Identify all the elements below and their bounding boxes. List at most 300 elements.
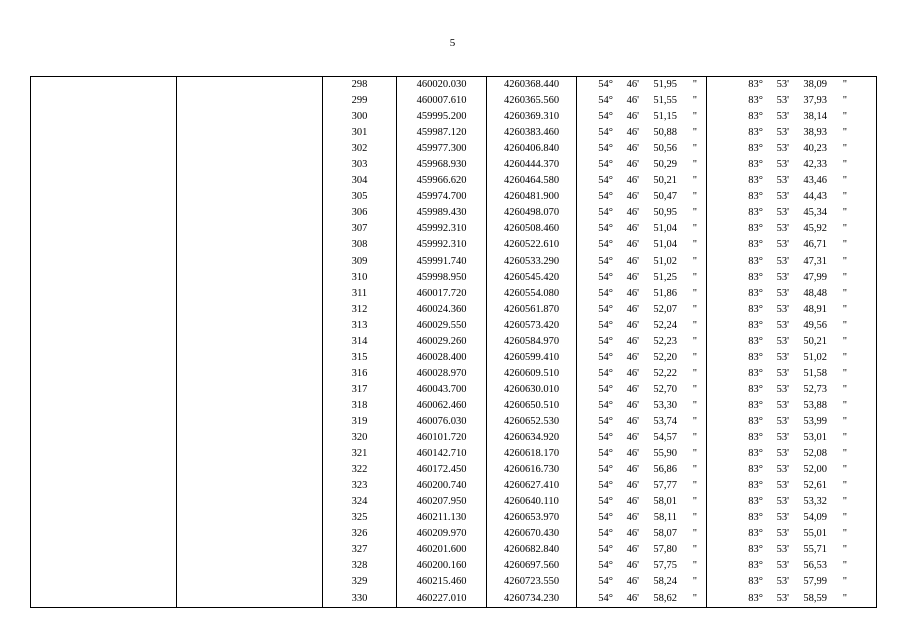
latitude-cell bbox=[577, 591, 707, 608]
degree-symbol: ° bbox=[758, 480, 763, 492]
table-row bbox=[31, 478, 877, 494]
point-number-cell: 314 bbox=[323, 334, 397, 350]
longitude-dms bbox=[707, 591, 876, 607]
minutes-value: 46 bbox=[626, 496, 638, 508]
latitude-dms bbox=[577, 558, 706, 574]
minute-symbol: ' bbox=[787, 223, 789, 235]
latitude-dms bbox=[577, 141, 706, 157]
latitude-dms bbox=[577, 334, 706, 350]
longitude-dms bbox=[707, 462, 876, 478]
table-row bbox=[31, 141, 877, 157]
degree-symbol: ° bbox=[608, 464, 613, 476]
y-coordinate-cell: 4260670.430 bbox=[487, 526, 577, 542]
empty-cell bbox=[177, 302, 323, 318]
minute-symbol: ' bbox=[637, 127, 639, 139]
second-symbol: " bbox=[842, 432, 847, 444]
degrees-value: 54 bbox=[598, 351, 609, 363]
minute-symbol: ' bbox=[637, 367, 639, 379]
minutes-value: 46 bbox=[626, 111, 638, 123]
degrees-value: 83 bbox=[748, 383, 759, 395]
minutes-value: 46 bbox=[626, 512, 638, 524]
latitude-seconds: 58,62 bbox=[653, 592, 677, 604]
longitude-cell bbox=[707, 237, 877, 253]
minutes-value: 53 bbox=[776, 416, 788, 427]
degree-symbol: ° bbox=[758, 303, 763, 315]
longitude-seconds: 58,59 bbox=[803, 592, 827, 604]
longitude-cell bbox=[707, 542, 877, 558]
degree-symbol: ° bbox=[758, 223, 763, 235]
minute-symbol: ' bbox=[637, 111, 639, 123]
x-coordinate-cell: 460142.710 bbox=[397, 446, 487, 462]
second-symbol: " bbox=[842, 448, 847, 460]
longitude-minutes bbox=[763, 494, 789, 510]
latitude-minutes bbox=[613, 254, 639, 270]
longitude-seconds: 37,93 bbox=[803, 95, 827, 107]
latitude-degrees bbox=[577, 350, 613, 366]
longitude-degrees bbox=[707, 526, 763, 542]
degree-symbol: ° bbox=[758, 448, 763, 460]
point-number-cell: 312 bbox=[323, 302, 397, 318]
degree-symbol: ° bbox=[608, 544, 613, 556]
longitude-minutes bbox=[763, 542, 789, 558]
y-coordinate-cell: 4260444.370 bbox=[487, 157, 577, 173]
minutes-value: 46 bbox=[626, 79, 638, 91]
longitude-seconds: 50,21 bbox=[803, 335, 827, 347]
minutes-value: 46 bbox=[626, 287, 638, 299]
minute-symbol: ' bbox=[637, 191, 639, 203]
second-symbol: " bbox=[692, 207, 697, 219]
second-symbol: " bbox=[842, 383, 847, 395]
point-number-cell: 313 bbox=[323, 318, 397, 334]
minute-symbol: ' bbox=[637, 303, 639, 315]
x-coordinate-cell: 460062.460 bbox=[397, 398, 487, 414]
x-coordinate-cell: 459987.120 bbox=[397, 125, 487, 141]
longitude-minutes bbox=[763, 591, 789, 607]
latitude-cell bbox=[577, 350, 707, 366]
latitude-dms bbox=[577, 157, 706, 173]
second-symbol: " bbox=[842, 480, 847, 492]
degree-symbol: ° bbox=[608, 576, 613, 588]
latitude-cell bbox=[577, 254, 707, 270]
longitude-degrees bbox=[707, 77, 763, 93]
longitude-dms bbox=[707, 157, 876, 173]
latitude-cell bbox=[577, 462, 707, 478]
longitude-degrees bbox=[707, 462, 763, 478]
x-coordinate-cell: 460207.950 bbox=[397, 494, 487, 510]
minute-symbol: ' bbox=[787, 496, 789, 508]
y-coordinate-cell: 4260723.550 bbox=[487, 574, 577, 590]
minute-symbol: ' bbox=[787, 319, 789, 331]
degrees-value: 83 bbox=[748, 207, 759, 219]
degree-symbol: ° bbox=[758, 175, 763, 187]
latitude-degrees bbox=[577, 141, 613, 157]
minute-symbol: ' bbox=[637, 592, 639, 604]
latitude-seconds: 52,20 bbox=[653, 351, 677, 363]
second-symbol: " bbox=[692, 271, 697, 283]
longitude-seconds: 51,58 bbox=[803, 367, 827, 379]
longitude-cell bbox=[707, 414, 877, 430]
coordinates-table bbox=[30, 76, 877, 608]
degree-symbol: ° bbox=[758, 512, 763, 524]
degree-symbol: ° bbox=[758, 191, 763, 203]
latitude-degrees bbox=[577, 494, 613, 510]
empty-cell bbox=[31, 221, 177, 237]
minutes-value: 53 bbox=[776, 95, 788, 107]
degrees-value: 83 bbox=[748, 367, 759, 379]
longitude-dms bbox=[707, 494, 876, 510]
degree-symbol: ° bbox=[758, 111, 763, 123]
longitude-dms bbox=[707, 478, 876, 494]
table-row bbox=[31, 109, 877, 125]
empty-cell bbox=[31, 574, 177, 590]
empty-cell bbox=[177, 109, 323, 125]
longitude-seconds: 38,09 bbox=[803, 79, 827, 91]
latitude-minutes bbox=[613, 430, 639, 446]
degree-symbol: ° bbox=[608, 319, 613, 331]
empty-cell bbox=[177, 478, 323, 494]
longitude-degrees bbox=[707, 430, 763, 446]
latitude-dms bbox=[577, 237, 706, 253]
longitude-minutes bbox=[763, 366, 789, 382]
latitude-dms bbox=[577, 286, 706, 302]
degrees-value: 83 bbox=[748, 95, 759, 107]
longitude-degrees bbox=[707, 382, 763, 398]
second-symbol: " bbox=[692, 496, 697, 508]
second-symbol: " bbox=[692, 367, 697, 379]
minutes-value: 46 bbox=[626, 127, 638, 139]
empty-cell bbox=[31, 93, 177, 109]
latitude-cell bbox=[577, 157, 707, 173]
longitude-dms bbox=[707, 286, 876, 302]
latitude-seconds: 53,30 bbox=[653, 399, 677, 411]
second-symbol: " bbox=[842, 223, 847, 235]
minutes-value: 46 bbox=[626, 448, 638, 460]
x-coordinate-cell: 460211.130 bbox=[397, 510, 487, 526]
degree-symbol: ° bbox=[608, 191, 613, 203]
degree-symbol: ° bbox=[758, 496, 763, 508]
second-symbol: " bbox=[842, 464, 847, 476]
longitude-degrees bbox=[707, 125, 763, 141]
latitude-minutes bbox=[613, 558, 639, 574]
longitude-degrees bbox=[707, 398, 763, 414]
degree-symbol: ° bbox=[608, 111, 613, 123]
latitude-cell bbox=[577, 398, 707, 414]
latitude-minutes bbox=[613, 77, 639, 93]
table-row bbox=[31, 510, 877, 526]
minutes-value: 53 bbox=[776, 544, 788, 556]
second-symbol: " bbox=[842, 528, 847, 540]
degree-symbol: ° bbox=[758, 383, 763, 395]
latitude-cell bbox=[577, 302, 707, 318]
point-number-cell: 303 bbox=[323, 157, 397, 173]
longitude-minutes bbox=[763, 462, 789, 478]
minute-symbol: ' bbox=[787, 383, 789, 395]
longitude-minutes bbox=[763, 157, 789, 173]
table-row bbox=[31, 77, 877, 94]
second-symbol: " bbox=[842, 79, 847, 91]
empty-cell bbox=[31, 254, 177, 270]
degree-symbol: ° bbox=[608, 480, 613, 492]
minute-symbol: ' bbox=[637, 416, 639, 427]
degree-symbol: ° bbox=[608, 416, 613, 427]
degrees-value: 83 bbox=[748, 576, 759, 588]
longitude-seconds: 52,61 bbox=[803, 480, 827, 492]
latitude-seconds: 50,95 bbox=[653, 207, 677, 219]
point-number-cell: 315 bbox=[323, 350, 397, 366]
table-row bbox=[31, 286, 877, 302]
minutes-value: 46 bbox=[626, 319, 638, 331]
second-symbol: " bbox=[692, 560, 697, 572]
latitude-minutes bbox=[613, 109, 639, 125]
longitude-dms bbox=[707, 205, 876, 221]
degrees-value: 54 bbox=[598, 432, 609, 444]
minutes-value: 53 bbox=[776, 496, 788, 508]
empty-cell bbox=[31, 141, 177, 157]
latitude-dms bbox=[577, 591, 706, 607]
degrees-value: 83 bbox=[748, 480, 759, 492]
longitude-cell bbox=[707, 302, 877, 318]
longitude-degrees bbox=[707, 574, 763, 590]
latitude-degrees bbox=[577, 125, 613, 141]
table-row bbox=[31, 558, 877, 574]
x-coordinate-cell: 460101.720 bbox=[397, 430, 487, 446]
longitude-cell bbox=[707, 398, 877, 414]
minute-symbol: ' bbox=[637, 496, 639, 508]
degrees-value: 54 bbox=[598, 560, 609, 572]
degrees-value: 83 bbox=[748, 255, 759, 267]
minute-symbol: ' bbox=[787, 143, 789, 155]
longitude-degrees bbox=[707, 318, 763, 334]
minute-symbol: ' bbox=[787, 367, 789, 379]
longitude-seconds: 53,99 bbox=[803, 416, 827, 427]
empty-cell bbox=[31, 125, 177, 141]
latitude-cell bbox=[577, 526, 707, 542]
latitude-minutes bbox=[613, 494, 639, 510]
longitude-cell bbox=[707, 526, 877, 542]
longitude-seconds: 53,01 bbox=[803, 432, 827, 444]
table-row bbox=[31, 254, 877, 270]
point-number-cell: 310 bbox=[323, 270, 397, 286]
longitude-minutes bbox=[763, 77, 789, 93]
second-symbol: " bbox=[842, 111, 847, 123]
latitude-minutes bbox=[613, 446, 639, 462]
minutes-value: 46 bbox=[626, 303, 638, 315]
point-number-cell: 316 bbox=[323, 366, 397, 382]
longitude-dms bbox=[707, 254, 876, 270]
latitude-minutes bbox=[613, 382, 639, 398]
second-symbol: " bbox=[842, 159, 847, 171]
minute-symbol: ' bbox=[787, 544, 789, 556]
y-coordinate-cell: 4260545.420 bbox=[487, 270, 577, 286]
degree-symbol: ° bbox=[608, 367, 613, 379]
longitude-minutes bbox=[763, 558, 789, 574]
degree-symbol: ° bbox=[758, 239, 763, 251]
second-symbol: " bbox=[842, 303, 847, 315]
second-symbol: " bbox=[692, 576, 697, 588]
empty-cell bbox=[177, 157, 323, 173]
latitude-seconds: 51,95 bbox=[653, 79, 677, 91]
longitude-minutes bbox=[763, 109, 789, 125]
latitude-seconds: 58,11 bbox=[653, 512, 677, 524]
degree-symbol: ° bbox=[608, 207, 613, 219]
latitude-minutes bbox=[613, 141, 639, 157]
second-symbol: " bbox=[842, 592, 847, 604]
latitude-dms bbox=[577, 542, 706, 558]
longitude-cell bbox=[707, 270, 877, 286]
longitude-degrees bbox=[707, 286, 763, 302]
y-coordinate-cell: 4260627.410 bbox=[487, 478, 577, 494]
y-coordinate-cell: 4260599.410 bbox=[487, 350, 577, 366]
latitude-cell bbox=[577, 141, 707, 157]
degree-symbol: ° bbox=[758, 367, 763, 379]
longitude-degrees bbox=[707, 173, 763, 189]
longitude-dms bbox=[707, 270, 876, 286]
longitude-minutes bbox=[763, 93, 789, 109]
table-row bbox=[31, 494, 877, 510]
minutes-value: 53 bbox=[776, 480, 788, 492]
minute-symbol: ' bbox=[637, 239, 639, 251]
empty-cell bbox=[177, 270, 323, 286]
second-symbol: " bbox=[692, 303, 697, 315]
latitude-degrees bbox=[577, 189, 613, 205]
degrees-value: 54 bbox=[598, 271, 609, 283]
table-row bbox=[31, 591, 877, 608]
second-symbol: " bbox=[692, 239, 697, 251]
longitude-degrees bbox=[707, 237, 763, 253]
point-number-cell: 327 bbox=[323, 542, 397, 558]
degrees-value: 54 bbox=[598, 464, 609, 476]
x-coordinate-cell: 460200.160 bbox=[397, 558, 487, 574]
degree-symbol: ° bbox=[608, 335, 613, 347]
longitude-cell bbox=[707, 205, 877, 221]
second-symbol: " bbox=[842, 544, 847, 556]
minutes-value: 46 bbox=[626, 255, 638, 267]
latitude-degrees bbox=[577, 334, 613, 350]
table-row bbox=[31, 462, 877, 478]
degrees-value: 54 bbox=[598, 576, 609, 588]
point-number-cell: 323 bbox=[323, 478, 397, 494]
empty-cell bbox=[177, 77, 323, 94]
degree-symbol: ° bbox=[608, 399, 613, 411]
degree-symbol: ° bbox=[758, 528, 763, 540]
minute-symbol: ' bbox=[787, 512, 789, 524]
point-number-cell: 308 bbox=[323, 237, 397, 253]
longitude-cell bbox=[707, 77, 877, 94]
degree-symbol: ° bbox=[608, 143, 613, 155]
latitude-seconds: 50,47 bbox=[653, 191, 677, 203]
latitude-minutes bbox=[613, 125, 639, 141]
longitude-seconds: 44,43 bbox=[803, 191, 827, 203]
latitude-cell bbox=[577, 478, 707, 494]
degree-symbol: ° bbox=[758, 592, 763, 604]
minute-symbol: ' bbox=[637, 255, 639, 267]
empty-cell bbox=[177, 542, 323, 558]
table-row bbox=[31, 205, 877, 221]
latitude-dms bbox=[577, 478, 706, 494]
degrees-value: 83 bbox=[748, 271, 759, 283]
second-symbol: " bbox=[842, 95, 847, 107]
empty-cell bbox=[177, 574, 323, 590]
y-coordinate-cell: 4260652.530 bbox=[487, 414, 577, 430]
longitude-degrees bbox=[707, 542, 763, 558]
longitude-dms bbox=[707, 350, 876, 366]
latitude-degrees bbox=[577, 462, 613, 478]
longitude-cell bbox=[707, 591, 877, 608]
longitude-seconds: 54,09 bbox=[803, 512, 827, 524]
longitude-cell bbox=[707, 350, 877, 366]
latitude-dms bbox=[577, 366, 706, 382]
minute-symbol: ' bbox=[787, 159, 789, 171]
latitude-seconds: 58,07 bbox=[653, 528, 677, 540]
longitude-dms bbox=[707, 125, 876, 141]
second-symbol: " bbox=[692, 79, 697, 91]
longitude-cell bbox=[707, 141, 877, 157]
point-number-cell: 309 bbox=[323, 254, 397, 270]
longitude-minutes bbox=[763, 173, 789, 189]
minute-symbol: ' bbox=[787, 95, 789, 107]
latitude-dms bbox=[577, 526, 706, 542]
longitude-minutes bbox=[763, 430, 789, 446]
longitude-dms bbox=[707, 141, 876, 157]
empty-cell bbox=[31, 286, 177, 302]
minutes-value: 46 bbox=[626, 175, 638, 187]
table-row bbox=[31, 430, 877, 446]
empty-cell bbox=[31, 318, 177, 334]
longitude-dms bbox=[707, 526, 876, 542]
x-coordinate-cell: 459977.300 bbox=[397, 141, 487, 157]
x-coordinate-cell: 460024.360 bbox=[397, 302, 487, 318]
y-coordinate-cell: 4260734.230 bbox=[487, 591, 577, 608]
table-row bbox=[31, 93, 877, 109]
empty-cell bbox=[31, 462, 177, 478]
latitude-degrees bbox=[577, 173, 613, 189]
latitude-seconds: 50,21 bbox=[653, 175, 677, 187]
minute-symbol: ' bbox=[787, 335, 789, 347]
minutes-value: 46 bbox=[626, 271, 638, 283]
latitude-dms bbox=[577, 414, 706, 430]
point-number-cell: 320 bbox=[323, 430, 397, 446]
degree-symbol: ° bbox=[608, 448, 613, 460]
degrees-value: 54 bbox=[598, 367, 609, 379]
table-row bbox=[31, 414, 877, 430]
longitude-degrees bbox=[707, 270, 763, 286]
degrees-value: 54 bbox=[598, 528, 609, 540]
point-number-cell: 321 bbox=[323, 446, 397, 462]
minute-symbol: ' bbox=[637, 143, 639, 155]
x-coordinate-cell: 459995.200 bbox=[397, 109, 487, 125]
degrees-value: 54 bbox=[598, 159, 609, 171]
degrees-value: 54 bbox=[598, 448, 609, 460]
latitude-minutes bbox=[613, 542, 639, 558]
longitude-minutes bbox=[763, 125, 789, 141]
degrees-value: 54 bbox=[598, 480, 609, 492]
degree-symbol: ° bbox=[758, 576, 763, 588]
latitude-cell bbox=[577, 109, 707, 125]
minutes-value: 53 bbox=[776, 576, 788, 588]
longitude-seconds: 40,23 bbox=[803, 143, 827, 155]
minute-symbol: ' bbox=[637, 287, 639, 299]
latitude-cell bbox=[577, 382, 707, 398]
longitude-seconds: 47,31 bbox=[803, 255, 827, 267]
degree-symbol: ° bbox=[608, 592, 613, 604]
longitude-dms bbox=[707, 414, 876, 430]
empty-cell bbox=[31, 558, 177, 574]
second-symbol: " bbox=[842, 175, 847, 187]
minutes-value: 53 bbox=[776, 592, 788, 604]
degree-symbol: ° bbox=[608, 528, 613, 540]
minute-symbol: ' bbox=[637, 512, 639, 524]
latitude-minutes bbox=[613, 93, 639, 109]
